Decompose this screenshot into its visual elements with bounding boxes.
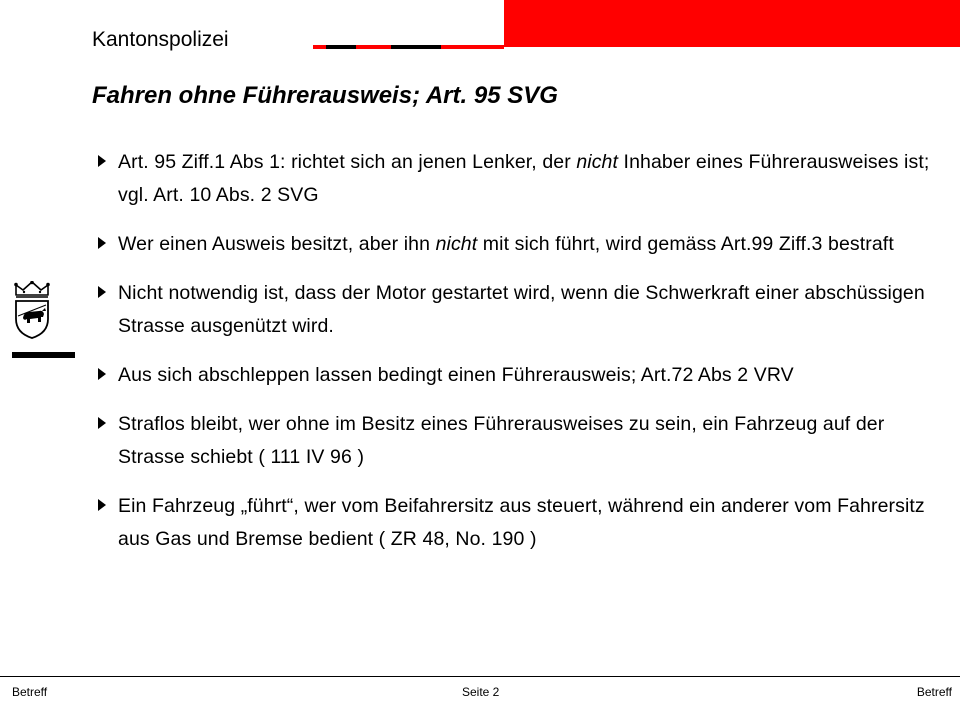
header-stripe-red-3 (441, 45, 504, 49)
footer-page-number: Seite 2 (462, 685, 500, 699)
triangle-right-icon (98, 499, 106, 511)
header-stripe-red-1 (313, 45, 326, 49)
bullet-text: Straflos bleibt, wer ohne im Besitz eines Führerausweises zu sein, ein Fahrzeug auf der Strasse schiebt ( 111 IV 96 ) (118, 413, 885, 468)
header-stripe-black-2 (391, 45, 441, 49)
bullet-list (98, 146, 948, 572)
triangle-right-icon (98, 286, 106, 298)
bullet-text: Ein Fahrzeug „führt“, wer vom Beifahrersitz aus steuert, während ein anderer vom Fahrersitz aus Gas und Bremse bedient ( ZR 48, No. 190 ) (118, 495, 925, 550)
header-stripe-black-1 (326, 45, 356, 49)
bullet-emphasis: nicht (576, 151, 619, 173)
bullet-text: Art. 95 Ziff.1 Abs 1: richtet sich an jenen Lenker, der (118, 151, 577, 173)
footer-right-label: Betreff (916, 685, 952, 699)
bullet-emphasis: nicht (435, 233, 478, 255)
bullet-item (98, 277, 948, 343)
bern-coat-of-arms-icon (12, 281, 52, 339)
bullet-item (98, 359, 948, 392)
triangle-right-icon (98, 368, 106, 380)
header-stripe-red-2 (356, 45, 391, 49)
bullet-item (98, 490, 948, 556)
bullet-item (98, 146, 948, 212)
bullet-text: Wer einen Ausweis besitzt, aber ihn (118, 233, 436, 255)
slide-title: Fahren ohne Führerausweis; Art. 95 SVG (92, 82, 558, 109)
bullet-item (98, 228, 948, 261)
header-red-block (504, 0, 960, 47)
footer-divider (0, 676, 960, 677)
emblem-underline-bar (12, 352, 75, 358)
bullet-text: Aus sich abschleppen lassen bedingt einen Führerausweis; Art.72 Abs 2 VRV (118, 364, 794, 386)
bullet-text: mit sich führt, wird gemäss Art.99 Ziff.3 bestraft (477, 233, 894, 255)
triangle-right-icon (98, 155, 106, 167)
triangle-right-icon (98, 417, 106, 429)
footer-left-label: Betreff (12, 685, 48, 699)
bullet-text: Inhaber eines Führerausweises ist; vgl. Art. 10 Abs. 2 SVG (118, 151, 930, 206)
organization-name: Kantonspolizei (92, 28, 229, 51)
triangle-right-icon (98, 237, 106, 249)
bullet-item (98, 408, 948, 474)
bullet-text: Nicht notwendig ist, dass der Motor gestartet wird, wenn die Schwerkraft einer abschüssigen Strasse ausgenützt wird. (118, 282, 925, 337)
